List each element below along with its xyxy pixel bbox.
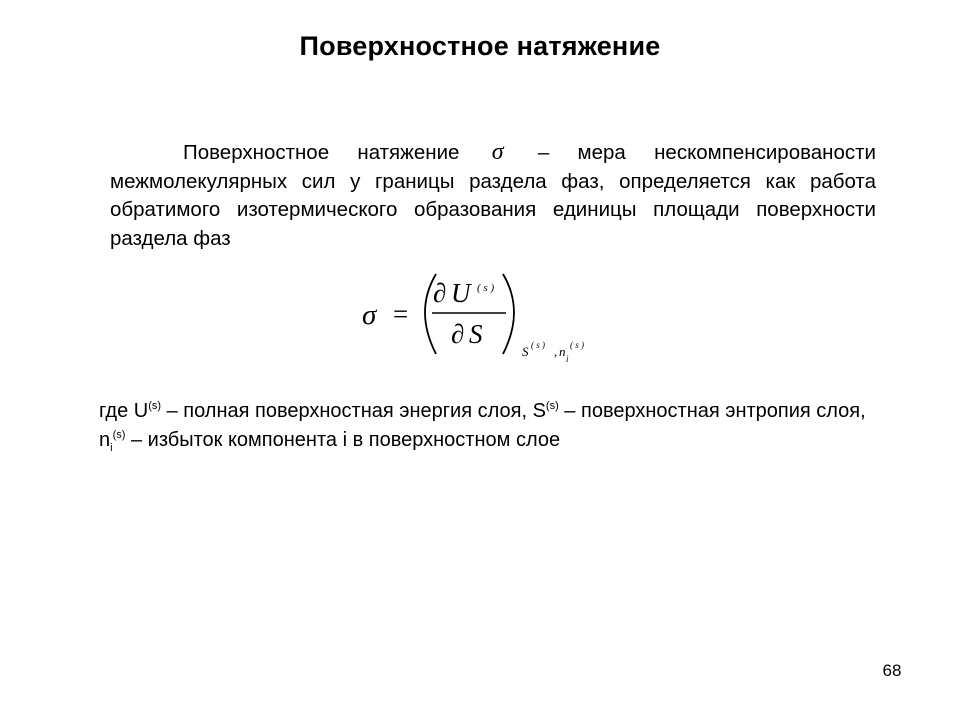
explanation-sup-3: (s): [112, 429, 126, 441]
subscript-S-superscript: ( s ): [531, 340, 545, 350]
subscript-comma: ,: [554, 344, 558, 359]
explanation-sub-3: i: [110, 442, 113, 454]
explanation-sup-2: (s): [545, 400, 559, 412]
explanation-part-4: – избыток компонента i в поверхностном слое: [125, 429, 561, 451]
denominator-partial: ∂: [451, 319, 465, 349]
denominator-var: S: [469, 319, 483, 349]
formula-graphic: [360, 268, 610, 364]
formula-lhs-sigma: σ: [362, 299, 377, 331]
subscript-n: n: [559, 344, 566, 359]
explanation-sup-1: (s): [148, 400, 162, 412]
explanation-part-1: где U: [99, 400, 149, 422]
page-number: 68: [882, 661, 902, 680]
numerator-var: U: [451, 278, 471, 308]
subscript-S: S: [522, 344, 529, 359]
subscript-n-index: i: [566, 354, 569, 364]
subscript-n-superscript: ( s ): [570, 340, 584, 350]
explanation-part-2: – полная поверхностная энергия слоя, S: [161, 400, 546, 422]
explanation-part-3: – поверхностная энтропия слоя, n: [99, 400, 866, 451]
numerator-partial: ∂: [433, 278, 447, 308]
right-paren-icon: [503, 274, 514, 354]
definition-paragraph: [110, 138, 876, 253]
definition-text-start: Поверхностное натяжение: [183, 141, 460, 164]
formula-equals: =: [393, 299, 409, 329]
sigma-symbol: σ: [491, 139, 504, 165]
slide-title: Поверхностное натяжение: [299, 31, 661, 61]
numerator-superscript: ( s ): [477, 282, 495, 294]
explanation-paragraph: [99, 397, 879, 455]
definition-text-rest: – мера нескомпенсированости межмолекулярных сил у границы раздела фаз, определяется как работа обратимого изотермического образования единицы площади поверхности раздела фаз: [110, 141, 876, 250]
surface-tension-formula: [360, 268, 610, 364]
